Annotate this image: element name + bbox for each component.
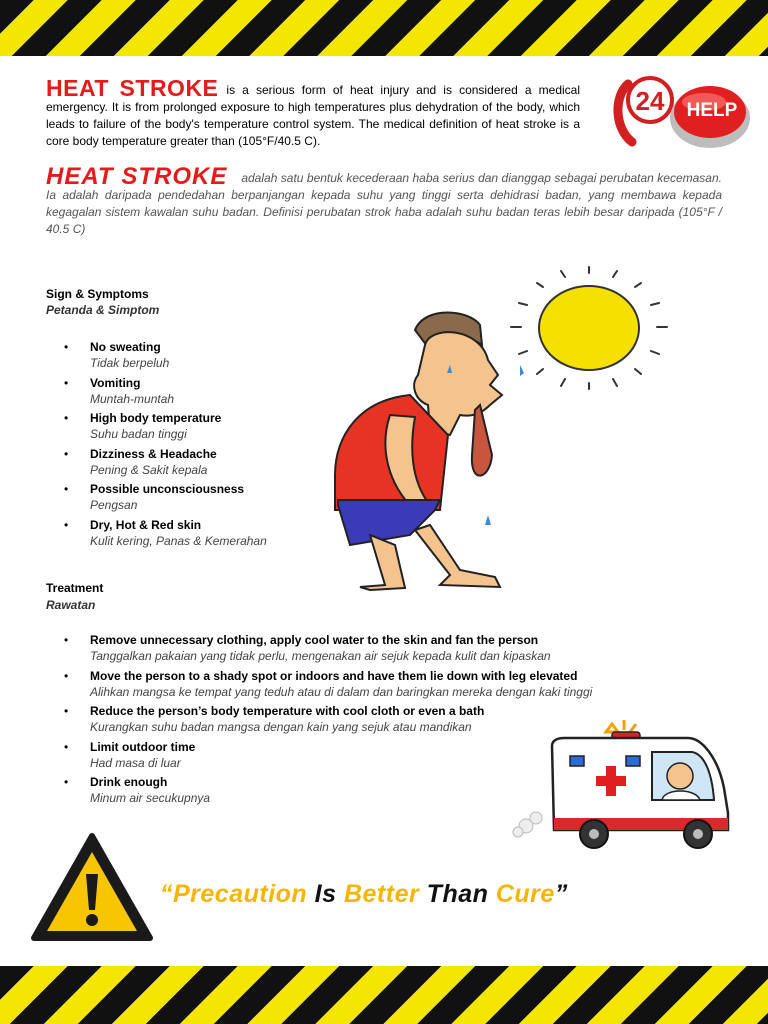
motto-cure: Cure <box>495 880 555 908</box>
signs-title: Sign & Symptoms <box>46 287 149 301</box>
list-item: • Move the person to a shady spot or indoors and have them lie down with leg elevated Alihkan mangsa ke tempat yang teduh atau di dalam dan baringkan mereka dengan kaki tinggi <box>64 668 593 699</box>
list-item: • Dry, Hot & Red skin Kulit kering, Panas & Kemerahan <box>64 517 267 548</box>
list-item: • Remove unnecessary clothing, apply cool water to the skin and fan the person Tanggalkan pakaian yang tidak perlu, mengenakan air sejuk kepada kulit dan kipaskan <box>64 633 551 663</box>
list-item: • Possible unconsciousness Pengsan <box>64 482 245 512</box>
list-item: • No sweating Tidak berpeluh <box>64 340 170 370</box>
badge-label: HELP <box>686 100 738 121</box>
heat-stroke-title-en: HEAT STROKE <box>46 75 219 101</box>
ambulance-illustration <box>512 718 740 860</box>
list-item: • Limit outdoor time Had masa di luar <box>64 739 196 770</box>
motto-precaution: Precaution <box>173 880 308 908</box>
list-item: • Drink enough Minum air secukupnya <box>64 775 211 805</box>
motto: “Precaution Is Better Than Cure” <box>160 880 568 908</box>
badge-number: 24 <box>635 86 665 116</box>
intro-malay <box>46 163 722 238</box>
intro-malay-text: adalah satu bentuk kecederaan haba serius dan dianggap sebagai perubatan kecemasan. Ia adalah daripada pendedahan berpanjangan kepada suhu yang tinggi serta dehidrasi badan, yang membawa kepada kegagalan sistem kawalan suhu badan. Definisi perubatan strok haba adalah suhu badan teras lebih besar daripada (105°F / 40.5 C) <box>46 171 722 236</box>
hazard-stripe-bottom <box>0 966 768 1024</box>
24-help-badge <box>606 66 750 162</box>
motto-than: Than <box>426 880 489 908</box>
treatment-subtitle: Rawatan <box>46 598 96 612</box>
heat-stroke-man-illustration <box>330 305 530 595</box>
list-item: • High body temperature Suhu badan tinggi <box>64 411 222 441</box>
list-item: • Reduce the person’s body temperature with cool cloth or even a bath Kurangkan suhu badan mangsa dengan kain yang sejuk atau mandikan <box>64 704 485 734</box>
heat-stroke-title-ms: HEAT STROKE <box>46 163 228 190</box>
warning-icon <box>30 832 154 944</box>
signs-list <box>64 339 267 552</box>
intro-english-text: is a serious form of heat injury and is considered a medical emergency. It is from prolonged exposure to high temperatures plus dehydration of the body, which leads to failure of the body's temperature control system. The medical definition of heat stroke is a core body temperature greater than (105°F/40.5 C). <box>46 83 580 148</box>
motto-is: Is <box>314 880 337 908</box>
list-item: • Dizziness & Headache Pening & Sakit kepala <box>64 446 217 477</box>
list-item: • Vomiting Muntah-muntah <box>64 375 175 406</box>
intro-english <box>46 75 580 150</box>
sun-illustration <box>505 265 675 390</box>
signs-subtitle: Petanda & Simptom <box>46 303 160 317</box>
motto-better: Better <box>343 880 420 908</box>
hazard-stripe-top <box>0 0 768 56</box>
treatment-title: Treatment <box>46 581 104 595</box>
